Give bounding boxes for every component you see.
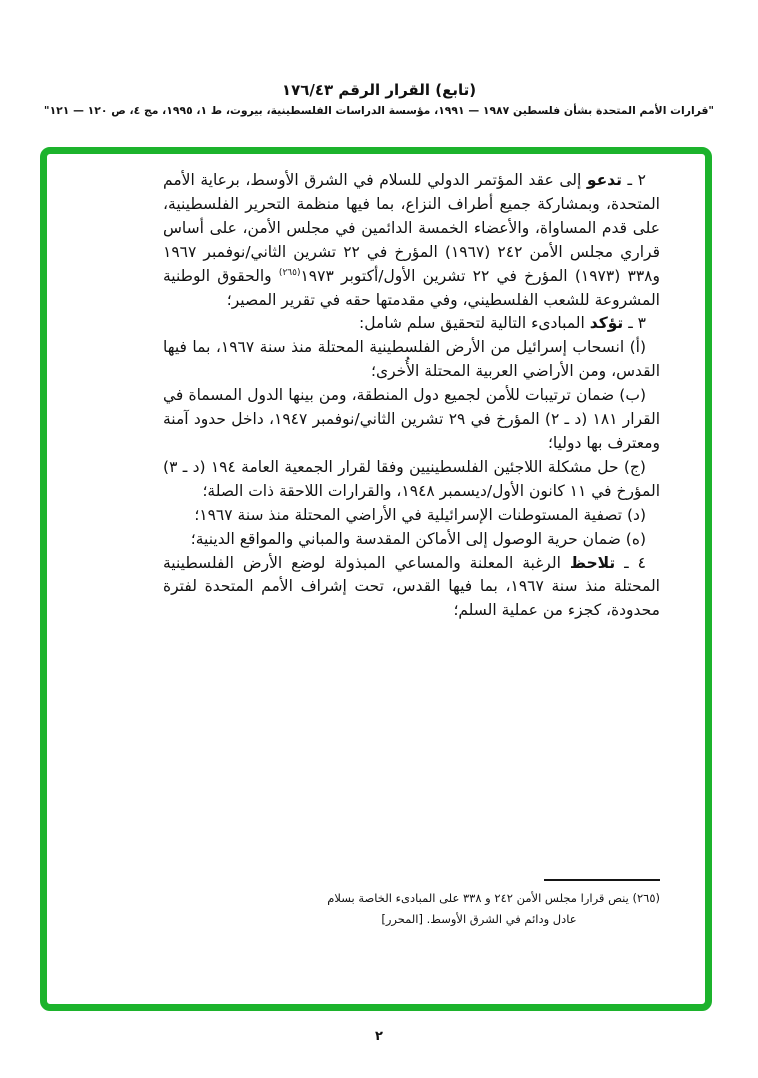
- text-run: إلى عقد المؤتمر الدولي للسلام في الشرق الأوسط، برعاية الأمم المتحدة، وبمشاركة جميع أطراف النزاع، بما فيها منظمة التحرير الفلسطينية، على قدم المساواة، والأعضاء الخمسة الدائمين في مجلس الأمن، على أساس قراري مجلس الأمن ٢٤٢ (١٩٦٧) المؤرخ في ٢٢ تشرين الثاني/نوفمبر ١٩٦٧ و٣٣٨ (١٩٧٣) المؤرخ في ٢٢ تشرين الأول/أكتوبر ١٩٧٣: [163, 171, 660, 285]
- paragraph: [163, 456, 660, 504]
- paragraph: [163, 312, 660, 336]
- text-run: ٣ ـ: [623, 314, 646, 333]
- text-run: تؤكد: [589, 314, 624, 333]
- paragraph: [163, 336, 660, 384]
- text-run: (أ) انسحاب إسرائيل من الأرض الفلسطينية المحتلة منذ سنة ١٩٦٧، بما فيها القدس، ومن الأراضي العربية المحتلة الأُخرى؛: [163, 338, 660, 381]
- text-run: (ج) حل مشكلة اللاجئين الفلسطينيين وفقا لقرار الجمعية العامة ١٩٤ (د ـ ٣) المؤرخ في ١١ كانون الأول/ديسمبر ١٩٤٨، والقرارات اللاحقة ذات الصلة؛: [163, 457, 660, 500]
- text-run: ٢ ـ: [621, 171, 646, 189]
- text-run: (د) تصفية المستوطنات الإسرائيلية في الأراضي المحتلة منذ سنة ١٩٦٧؛: [194, 505, 646, 524]
- paragraph: [163, 169, 660, 312]
- text-run: الرغبة المعلنة والمساعي المبذولة لوضع الأرض الفلسطينية المحتلة منذ سنة ١٩٦٧، بما فيها القدس، تحت إشراف الأمم المتحدة لفترة محدودة، كجزء من عملية السلم؛: [163, 553, 660, 620]
- text-run: المبادىء التالية لتحقيق سلم شامل:: [359, 314, 590, 333]
- footnote-rule: [544, 879, 660, 881]
- text-run: (ه) ضمان حرية الوصول إلى الأماكن المقدسة والمباني والمواقع الدينية؛: [190, 529, 646, 548]
- paragraph: [163, 528, 660, 552]
- footnote-line-1: (٢٦٥) ينص قرارا مجلس الأمن ٢٤٢ و ٣٣٨ على المبادىء الخاصة بسلام: [327, 891, 660, 905]
- paragraph: [163, 384, 660, 456]
- text-run: ٤ ـ: [615, 553, 646, 572]
- page-number: ٢: [375, 1029, 383, 1044]
- text-run: تلاحظ: [569, 553, 616, 572]
- footnote: [298, 879, 660, 930]
- text-run: والحقوق الوطنية المشروعة للشعب الفلسطيني، وفي مقدمتها حقه في تقرير المصير؛: [163, 266, 660, 309]
- paragraph: [163, 504, 660, 528]
- page-title: (تابع) القرار الرقم ١٧٦/٤٣: [281, 81, 477, 99]
- paragraph: [163, 552, 660, 624]
- document-body: [163, 169, 660, 623]
- text-run: (ب) ضمان ترتيبات للأمن لجميع دول المنطقة، ومن بينها الدول المسماة في القرار ١٨١ (د ـ ٢) المؤرخ في ٢٩ تشرين الثاني/نوفمبر ١٩٤٧، داخل حدود آمنة ومعترف بها دوليا؛: [163, 386, 660, 452]
- citation-line: "قرارات الأمم المتحدة بشأن فلسطين ١٩٨٧ — ١٩٩١، مؤسسة الدراسات الفلسطينية، بيروت، ط ١، ١٩٩٥، مج ٤، ص ١٢٠ — ١٢١": [43, 104, 715, 117]
- text-run: تدعو: [586, 171, 622, 189]
- footnote-line-2: عادل ودائم في الشرق الأوسط. [المحرر]: [381, 912, 577, 926]
- footnote-ref: (٢٦٥): [278, 267, 301, 278]
